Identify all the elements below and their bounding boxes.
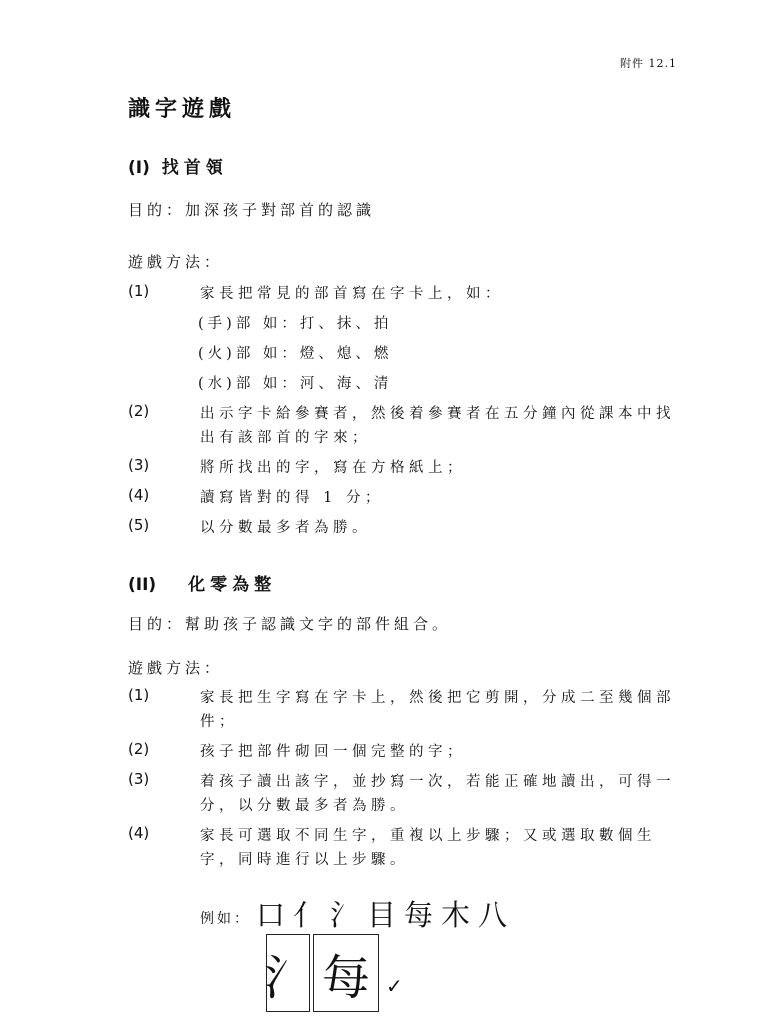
section-2-number: (II) — [128, 575, 157, 595]
radical-example: (火)部 如：燈、熄、燃 — [198, 346, 393, 362]
step-text: 家長可選取不同生字，重複以上步驟；又或選取數個生字，同時進行以上步驟。 — [200, 828, 656, 868]
step-number: (1) — [128, 686, 150, 704]
radical-example: (水)部 如：河、海、清 — [198, 376, 393, 392]
annex-label: 附件 12.1 — [620, 57, 677, 70]
step-number: (5) — [128, 516, 150, 534]
checkmark-icon: ✓ — [386, 974, 403, 998]
section-2-method-label: 遊戲方法： — [128, 659, 224, 677]
example-label: 例如： — [200, 911, 251, 927]
step-text: 以分數最多者為勝。 — [200, 520, 371, 536]
character-components: 口亻氵目每木八 — [256, 898, 516, 932]
step-text: 將所找出的字，寫在方格紙上； — [200, 460, 466, 476]
step-text: 讀寫皆對的得 1 分； — [200, 490, 384, 506]
step-text: 家長把生字寫在字卡上，然後把它剪開，分成二至幾個部件； — [200, 690, 675, 730]
step-number: (1) — [128, 282, 150, 300]
component-glyph: 每 — [321, 949, 370, 1006]
step-number: (4) — [128, 486, 150, 504]
section-1-heading — [128, 153, 228, 178]
step-text: 家長把常見的部首寫在字卡上，如： — [200, 286, 504, 302]
section-1-number: (I) — [128, 158, 150, 178]
step-text: 出示字卡給參賽者，然後着參賽者在五分鐘內從課本中找出有該部首的字來； — [200, 406, 675, 446]
section-2-purpose: 目的：幫助孩子認識文字的部件組合。 — [128, 615, 452, 633]
section-1-name: 找首領 — [161, 158, 228, 178]
section-1-purpose: 目的：加深孩子對部首的認識 — [128, 201, 376, 219]
step-text: 孩子把部件砌回一個完整的字； — [200, 744, 466, 760]
page-title: 識字遊戲 — [128, 97, 237, 122]
section-2-name: 化零為整 — [188, 575, 277, 595]
component-box-right — [313, 934, 379, 1012]
section-1-method-label: 遊戲方法： — [128, 253, 224, 271]
radical-example: (手)部 如：打、抹、拍 — [198, 316, 393, 332]
section-2-heading — [128, 570, 276, 595]
component-box-left — [264, 934, 313, 1012]
step-number: (4) — [128, 824, 150, 842]
component-glyph: 氵 — [264, 949, 313, 1006]
step-number: (2) — [128, 740, 150, 758]
step-text: 着孩子讀出該字，並抄寫一次，若能正確地讀出，可得一分，以分數最多者為勝。 — [200, 774, 675, 814]
step-number: (2) — [128, 402, 150, 420]
step-number: (3) — [128, 456, 150, 474]
step-number: (3) — [128, 770, 150, 788]
